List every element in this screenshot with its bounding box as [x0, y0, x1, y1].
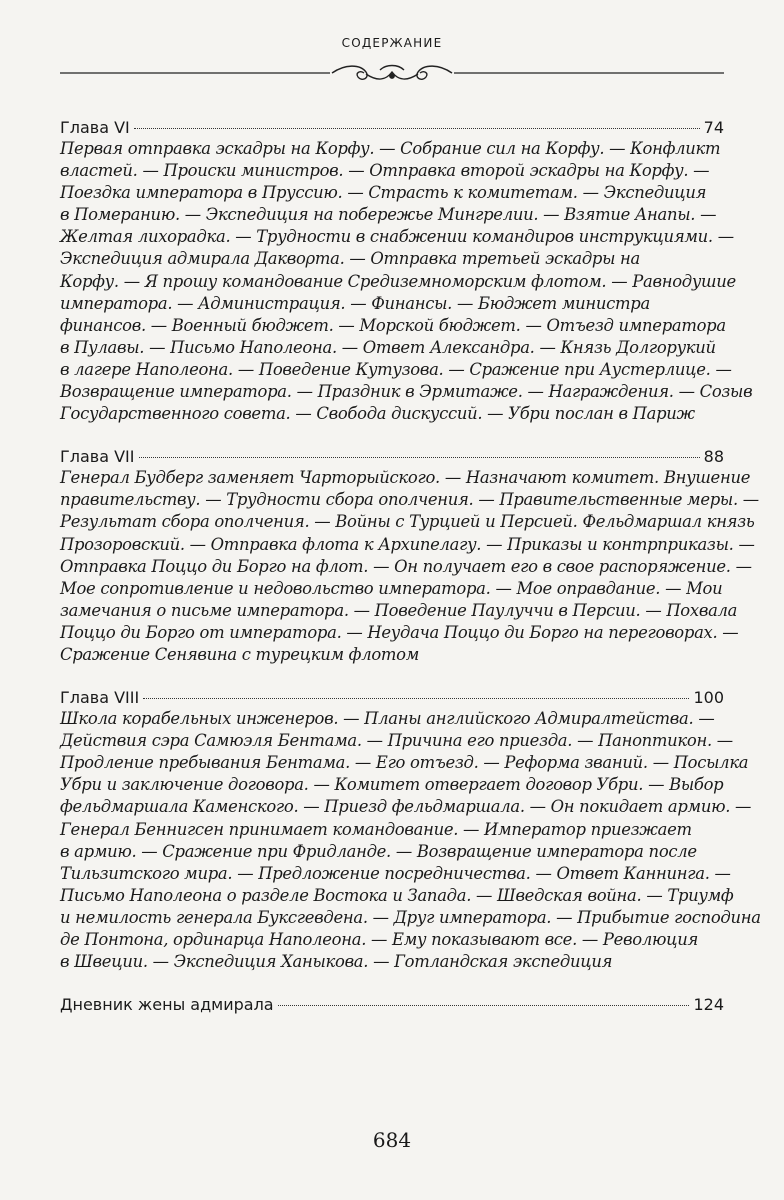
summary-line: Возвращение императора. — Праздник в Эрмитаже. — Награждения. — Созыв: [60, 382, 753, 402]
diary-entry[interactable]: [60, 995, 724, 1014]
summary-line: Письмо Наполеона о разделе Востока и Запада. — Шведская война. — Триумф: [60, 885, 734, 905]
summary-line: Отправка Поццо ди Борго на флот. — Он получает его в свое распоряжение. —: [60, 556, 752, 576]
leader-dots: [134, 127, 700, 129]
summary-line: Генерал Беннигсен принимает командование. — Император приезжает: [60, 819, 692, 839]
toc-chapter-6: [60, 118, 753, 425]
summary-line: Результат сбора ополчения. — Войны с Турцией и Персией. Фельдмаршал князь: [60, 512, 755, 532]
leader-dots: [278, 1004, 690, 1006]
summary-line: Поездка императора в Пруссию. — Страсть к комитетам. — Экспедиция: [60, 183, 707, 203]
page-number: 684: [372, 1128, 412, 1152]
summary-line: Государственного совета. — Свобода дискуссий. — Убри послан в Париж: [60, 404, 695, 424]
leader-dots: [139, 456, 700, 458]
summary-line: властей. — Происки министров. — Отправка второй эскадры на Корфу. —: [60, 161, 710, 181]
summary-line: Поццо ди Борго от императора. — Неудача Поццо ди Борго на переговорах. —: [60, 622, 739, 642]
summary-line: в Пулавы. — Письмо Наполеона. — Ответ Александра. — Князь Долгорукий: [60, 337, 716, 357]
summary-line: в Швеции. — Экспедиция Ханыкова. — Готландская экспедиция: [60, 952, 613, 972]
chapter-8-heading[interactable]: [60, 688, 724, 707]
chapter-6-summary: [60, 138, 753, 425]
chapter-8-summary: [60, 708, 761, 973]
summary-line: Школа корабельных инженеров. — Планы английского Адмиралтейства. —: [60, 709, 715, 729]
chapter-6-heading[interactable]: [60, 118, 724, 137]
summary-line: Желтая лихорадка. — Трудности в снабжении командиров инструкциями. —: [60, 227, 734, 247]
chapter-6-title: Глава VI: [60, 118, 130, 137]
summary-line: Прозоровский. — Отправка флота к Архипелагу. — Приказы и контрприказы. —: [60, 534, 755, 554]
summary-line: Продление пребывания Бентама. — Его отъезд. — Реформа званий. — Посылка: [60, 753, 749, 773]
summary-line: фельдмаршала Каменского. — Приезд фельдмаршала. — Он покидает армию. —: [60, 797, 752, 817]
summary-line: в армию. — Сражение при Фридланде. — Возвращение императора после: [60, 841, 697, 861]
chapter-6-page: 74: [703, 118, 724, 137]
summary-line: финансов. — Военный бюджет. — Морской бюджет. — Отъезд императора: [60, 315, 726, 335]
diary-page: 124: [693, 995, 724, 1015]
summary-line: Первая отправка эскадры на Корфу. — Собрание сил на Корфу. — Конфликт: [60, 139, 721, 158]
chapter-7-page: 88: [703, 447, 724, 467]
diary-title: Дневник жены адмирала: [60, 995, 274, 1015]
leader-dots: [143, 697, 689, 699]
summary-line: Тильзитского мира. — Предложение посредничества. — Ответ Каннинга. —: [60, 863, 731, 883]
summary-line: Сражение Сенявина с турецким флотом: [60, 644, 420, 664]
chapter-7-heading[interactable]: [60, 447, 724, 466]
chapter-8-title: Глава VIII: [60, 688, 140, 708]
summary-line: Генерал Будберг заменяет Чарторыйского. — Назначают комитет. Внушение: [60, 468, 751, 488]
summary-line: Убри и заключение договора. — Комитет отвергает договор Убри. — Выбор: [60, 775, 724, 795]
chapter-8-page: 100: [693, 688, 724, 708]
summary-line: Действия сэра Самюэля Бентама. — Причина его приезда. — Паноптикон. —: [60, 731, 733, 751]
toc-chapter-8: [60, 688, 761, 973]
summary-line: де Понтона, ординарца Наполеона. — Ему показывают все. — Революция: [60, 930, 699, 949]
summary-line: замечания о письме императора. — Поведение Паулуччи в Персии. — Похвала: [60, 600, 738, 620]
toc-chapter-7: [60, 447, 759, 666]
chapter-7-summary: [60, 467, 759, 666]
header-ornament-divider: [60, 62, 724, 86]
running-header: СОДЕРЖАНИЕ: [341, 36, 443, 50]
summary-line: в Померанию. — Экспедиция на побережье Мингрелии. — Взятие Анапы. —: [60, 205, 717, 225]
summary-line: Корфу. — Я прошу командование Средиземноморским флотом. — Равнодушие: [60, 271, 736, 291]
summary-line: правительству. — Трудности сбора ополчения. — Правительственные меры. —: [60, 490, 759, 510]
summary-line: в лагере Наполеона. — Поведение Кутузова. — Сражение при Аустерлице. —: [60, 359, 732, 379]
summary-line: Мое сопротивление и недовольство императора. — Мое оправдание. — Мои: [60, 578, 723, 598]
table-of-contents: [60, 118, 761, 1015]
chapter-7-title: Глава VII: [60, 447, 135, 467]
summary-line: Экспедиция адмирала Даквορта. — Отправка третьей эскадры на: [60, 249, 641, 269]
summary-line: императора. — Администрация. — Финансы. — Бюджет министра: [60, 293, 650, 313]
summary-line: и немилость генерала Буксгевдена. — Друг императора. — Прибытие господина: [60, 907, 761, 927]
